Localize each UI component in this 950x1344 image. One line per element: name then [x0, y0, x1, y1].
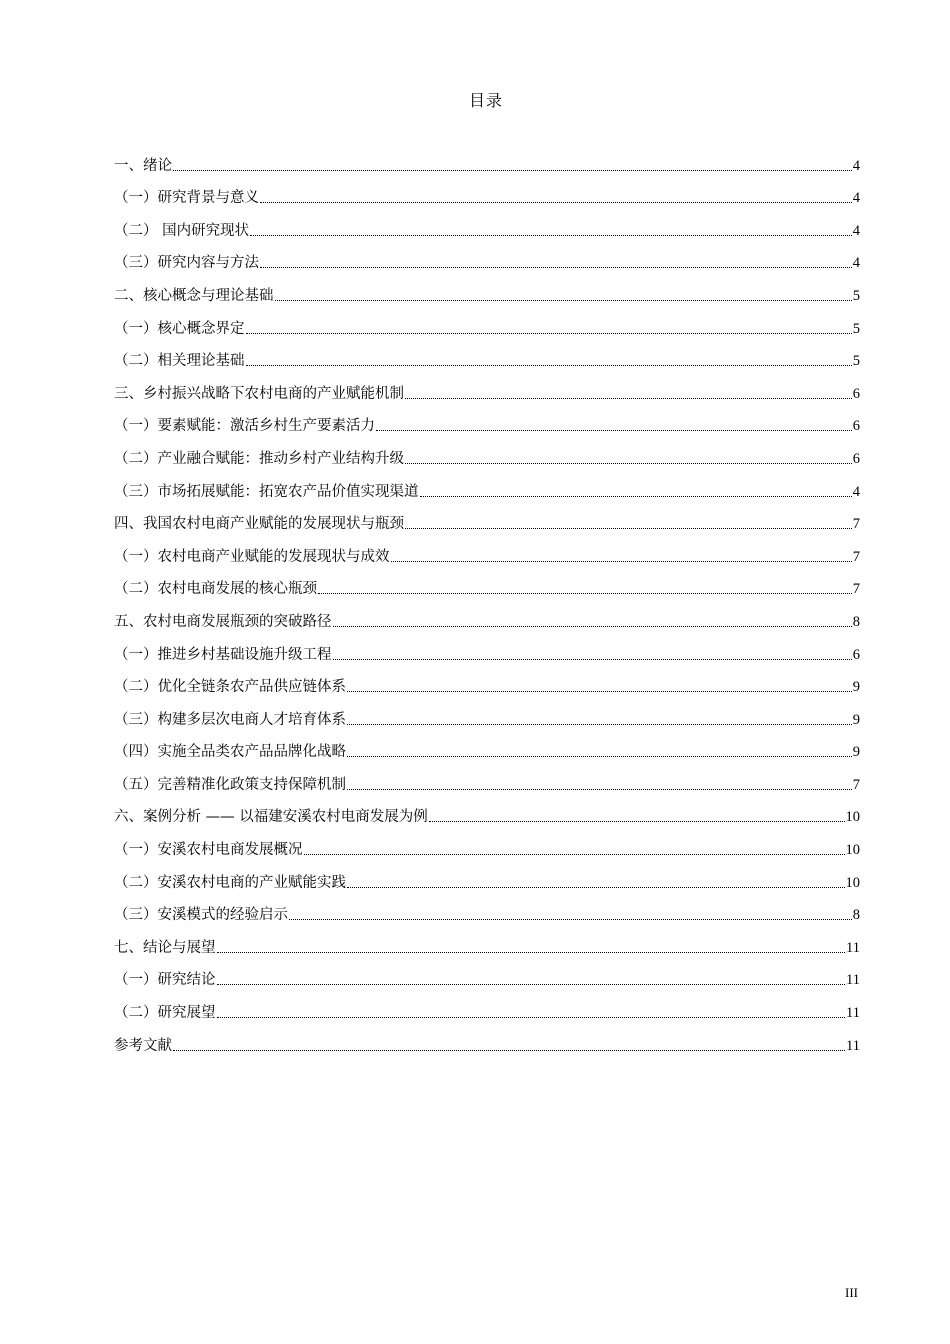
toc-entry[interactable]: [114, 207, 860, 240]
toc-entry[interactable]: [114, 664, 860, 697]
toc-entry[interactable]: [114, 175, 860, 208]
toc-dot-leader: [405, 463, 852, 464]
toc-entry[interactable]: [114, 696, 860, 729]
toc-entry-label: （二）研究展望: [114, 1005, 216, 1022]
toc-dot-leader: [173, 170, 852, 171]
toc-dot-leader: [347, 789, 852, 790]
toc-entry-label: 参考文献: [114, 1037, 172, 1054]
toc-entry-label: （五）完善精准化政策支持保障机制: [114, 776, 346, 793]
toc-entry-label: （三）构建多层次电商人才培育体系: [114, 711, 346, 728]
toc-entry-label: （二）农村电商发展的核心瓶颈: [114, 581, 317, 598]
toc-entry-page: 8: [852, 613, 860, 630]
toc-entry-label: （一）安溪农村电商发展概况: [114, 842, 303, 859]
toc-dot-leader: [275, 300, 852, 301]
toc-dot-leader: [347, 691, 852, 692]
toc-entry[interactable]: [114, 598, 860, 631]
toc-entry[interactable]: [114, 338, 860, 371]
toc-title: 目录: [468, 91, 503, 110]
toc-entry[interactable]: [114, 240, 860, 273]
toc-entry-page: 5: [852, 353, 860, 370]
toc-entry[interactable]: [114, 761, 860, 794]
toc-entry-page: 7: [852, 776, 860, 793]
toc-dot-leader: [420, 496, 852, 497]
toc-dot-leader: [347, 756, 852, 757]
toc-entry-page: 9: [852, 711, 860, 728]
toc-entry-label: （二）产业融合赋能：推动乡村产业结构升级: [114, 450, 404, 467]
toc-entry-page: 11: [846, 1037, 860, 1054]
toc-entry[interactable]: [114, 468, 860, 501]
toc-entry-page: 11: [846, 939, 860, 956]
toc-dot-leader: [347, 724, 852, 725]
toc-entry-page: 10: [845, 874, 860, 891]
toc-entry-label: 六、案例分析 —— 以福建安溪农村电商发展为例: [114, 809, 428, 826]
toc-entry-page: 11: [846, 972, 860, 989]
toc-entry[interactable]: [114, 566, 860, 599]
toc-entry[interactable]: [114, 435, 860, 468]
toc-entry-page: 7: [852, 548, 860, 565]
toc-entry-label: （四）实施全品类农产品品牌化战略: [114, 744, 346, 761]
toc-entry-label: （二）安溪农村电商的产业赋能实践: [114, 874, 346, 891]
toc-entry[interactable]: [114, 501, 860, 534]
toc-dot-leader: [405, 528, 852, 529]
toc-entry[interactable]: [114, 403, 860, 436]
toc-entry[interactable]: [114, 957, 860, 990]
toc-dot-leader: [217, 952, 846, 953]
toc-entry-label: （一）研究结论: [114, 972, 216, 989]
toc-dot-leader: [246, 333, 852, 334]
toc-entry-page: 7: [852, 516, 860, 533]
toc-dot-leader: [173, 1050, 845, 1051]
toc-dot-leader: [429, 821, 845, 822]
toc-entry-label: （三）研究内容与方法: [114, 255, 259, 272]
toc-dot-leader: [246, 365, 852, 366]
toc-entry-label: （三）市场拓展赋能：拓宽农产品价值实现渠道: [114, 483, 419, 500]
toc-entry-page: 5: [852, 320, 860, 337]
toc-entry-label: 七、结论与展望: [114, 939, 216, 956]
toc-entry[interactable]: [114, 729, 860, 762]
toc-entry-page: 9: [852, 679, 860, 696]
toc-entry[interactable]: [114, 826, 860, 859]
toc-entry-page: 4: [852, 483, 860, 500]
toc-entry-page: 8: [852, 907, 860, 924]
toc-entry[interactable]: [114, 142, 860, 175]
toc-entry-label: （二）相关理论基础: [114, 353, 245, 370]
toc-entry-label: （三）安溪模式的经验启示: [114, 907, 288, 924]
toc-entry-label: （二）优化全链条农产品供应链体系: [114, 679, 346, 696]
toc-entry[interactable]: [114, 272, 860, 305]
toc-entry[interactable]: [114, 1022, 860, 1055]
toc-dot-leader: [333, 626, 852, 627]
toc-dot-leader: [217, 1017, 846, 1018]
toc-entry[interactable]: [114, 859, 860, 892]
toc-entry-label: 四、我国农村电商产业赋能的发展现状与瓶颈: [114, 516, 404, 533]
toc-dot-leader: [347, 887, 845, 888]
toc-entry-label: 五、农村电商发展瓶颈的突破路径: [114, 613, 332, 630]
toc-entry-page: 4: [852, 222, 860, 239]
toc-entry[interactable]: [114, 533, 860, 566]
toc-entry-page: 6: [852, 646, 860, 663]
toc-entry-page: 10: [845, 809, 860, 826]
toc-entry-page: 11: [846, 1005, 860, 1022]
toc-entry-label: （一）研究背景与意义: [114, 190, 259, 207]
toc-dot-leader: [318, 593, 852, 594]
toc-entry-label: （一）核心概念界定: [114, 320, 245, 337]
toc-dot-leader: [333, 659, 852, 660]
toc-dot-leader: [391, 561, 852, 562]
toc-dot-leader: [250, 235, 852, 236]
toc-entry-label: 二、核心概念与理论基础: [114, 287, 274, 304]
toc-entry[interactable]: [114, 305, 860, 338]
toc-entry[interactable]: [114, 794, 860, 827]
toc-entry-label: （一）要素赋能：激活乡村生产要素活力: [114, 418, 375, 435]
toc-entry-page: 6: [852, 418, 860, 435]
toc-entry-page: 4: [852, 157, 860, 174]
toc-entry-page: 6: [852, 450, 860, 467]
toc-dot-leader: [260, 202, 852, 203]
toc-entry-label: 三、乡村振兴战略下农村电商的产业赋能机制: [114, 385, 404, 402]
toc-entry[interactable]: [114, 631, 860, 664]
page-folio: III: [845, 1285, 858, 1300]
toc-dot-leader: [260, 267, 852, 268]
toc-dot-leader: [405, 398, 852, 399]
toc-entry[interactable]: [114, 989, 860, 1022]
toc-dot-leader: [304, 854, 845, 855]
toc-list: [114, 142, 860, 1055]
toc-entry-page: 4: [852, 255, 860, 272]
toc-entry-page: 7: [852, 581, 860, 598]
toc-entry[interactable]: [114, 924, 860, 957]
toc-entry-page: 9: [852, 744, 860, 761]
toc-entry-label: （一）农村电商产业赋能的发展现状与成效: [114, 548, 390, 565]
toc-dot-leader: [217, 984, 846, 985]
toc-entry-label: 一、绪论: [114, 157, 172, 174]
toc-entry-page: 10: [845, 842, 860, 859]
toc-entry-label: （一）推进乡村基础设施升级工程: [114, 646, 332, 663]
toc-entry-page: 5: [852, 287, 860, 304]
toc-entry-page: 4: [852, 190, 860, 207]
toc-entry-label: （二） 国内研究现状: [114, 222, 250, 239]
toc-dot-leader: [289, 919, 852, 920]
toc-entry-page: 6: [852, 385, 860, 402]
toc-dot-leader: [376, 430, 852, 431]
toc-entry[interactable]: [114, 370, 860, 403]
toc-entry[interactable]: [114, 892, 860, 925]
